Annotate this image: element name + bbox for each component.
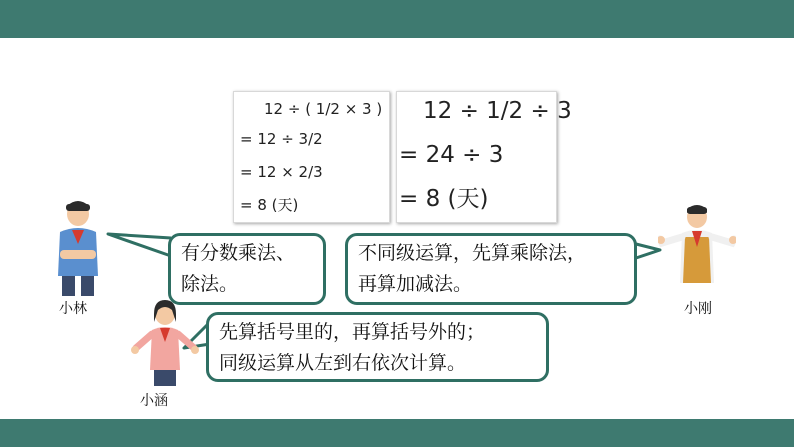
working-card-left [233, 91, 390, 223]
bubble-xiaogang-line-2: 再算加减法。 [358, 273, 473, 295]
bubble-xiaohan-line-1: 先算括号里的，再算括号外的； [219, 321, 486, 343]
boy-xiaolin-illustration [50, 198, 106, 298]
working-right-line-2: = 24 ÷ 3 [399, 142, 504, 168]
boy-xiaogang-illustration [658, 203, 736, 298]
speech-bubble-xiaogang [345, 233, 637, 305]
bubble-xiaolin-line-2: 除法。 [181, 273, 239, 295]
working-left-line-3: = 12 × 2/3 [240, 163, 323, 181]
working-right-line-3: = 8 (天) [399, 186, 489, 212]
working-right-line-1: 12 ÷ 1/2 ÷ 3 [423, 98, 572, 124]
working-card-right [396, 91, 572, 223]
bubble-xiaolin-line-1: 有分数乘法、 [181, 242, 296, 264]
bubble-tail-xiaolin [104, 228, 174, 268]
name-xiaolin: 小林 [59, 301, 87, 317]
working-left-line-2: = 12 ÷ 3/2 [240, 130, 323, 148]
name-xiaogang: 小刚 [684, 301, 712, 317]
name-xiaohan: 小涵 [140, 393, 168, 409]
bubble-xiaogang-line-1: 不同级运算，先算乘除法， [358, 242, 587, 264]
working-left-line-4: = 8 (天) [240, 196, 299, 214]
girl-xiaohan-illustration [130, 298, 200, 388]
bottom-band [0, 419, 794, 447]
speech-bubble-xiaolin [168, 233, 326, 305]
bubble-xiaohan-line-2: 同级运算从左到右依次计算。 [219, 352, 467, 374]
top-band [0, 0, 794, 38]
speech-bubble-xiaohan [206, 312, 549, 382]
working-left-line-1: 12 ÷ ( 1/2 × 3 ) [264, 100, 383, 118]
